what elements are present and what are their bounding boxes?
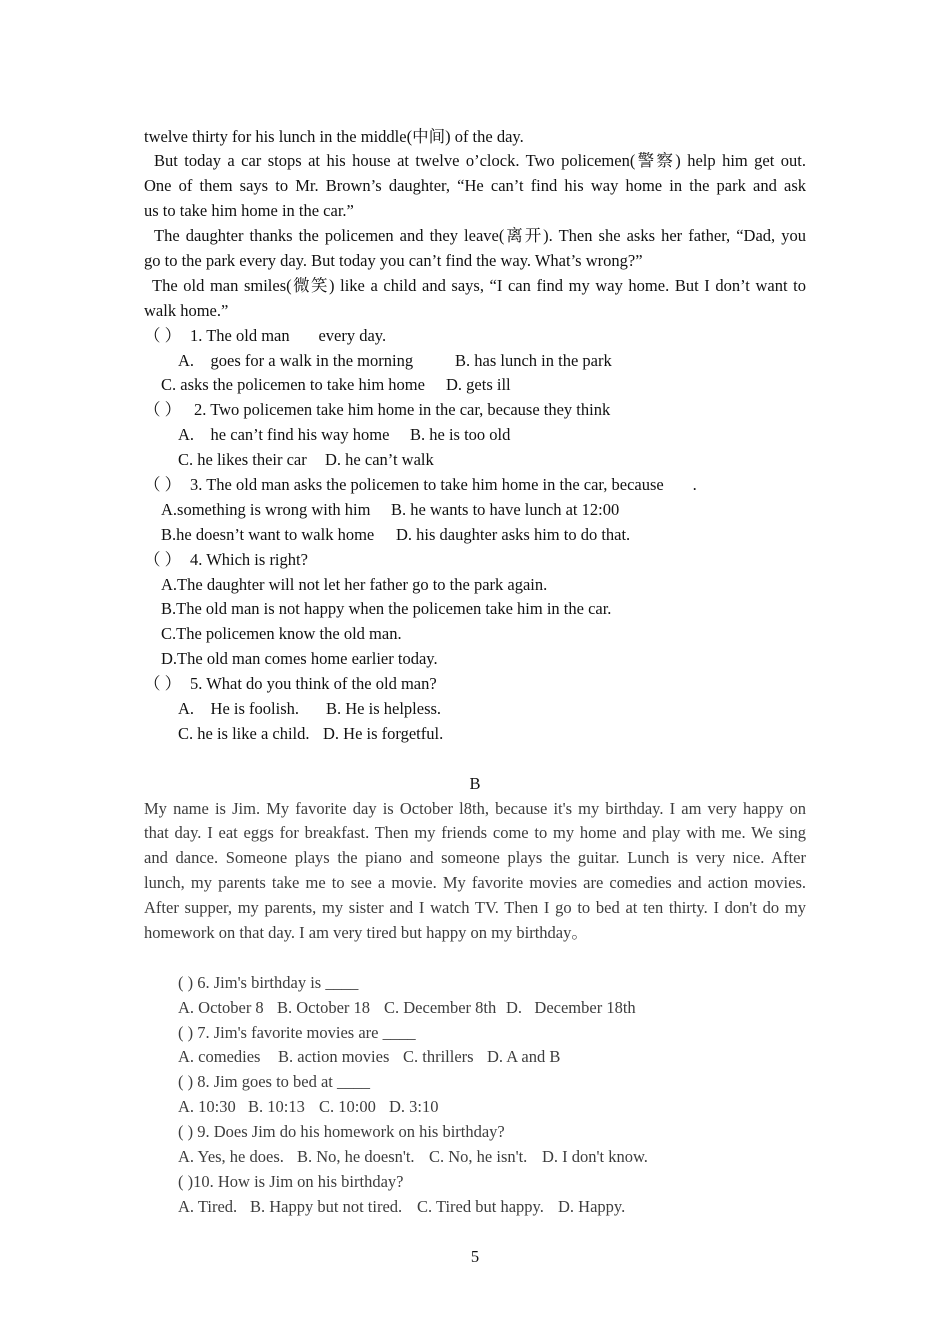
option-a: A. Yes, he does. xyxy=(178,1147,284,1167)
option-c: C. asks the policemen to take him home xyxy=(161,375,425,395)
passage-a-line: walk home.” xyxy=(144,300,229,320)
option-b: B. has lunch in the park xyxy=(455,350,612,370)
option-c: C.The policemen know the old man. xyxy=(161,624,402,644)
option-c: C. he is like a child. xyxy=(178,723,310,743)
page-number: 5 xyxy=(470,1246,480,1266)
option-b: B. He is helpless. xyxy=(326,698,442,718)
passage-b-line: After supper, my parents, my sister and I watch TV. Then I go to bed at ten thirty. I don't do my xyxy=(144,898,806,918)
option-a: A.The daughter will not let her father go to the park again. xyxy=(161,574,548,594)
question-2-options-row xyxy=(144,448,806,473)
passage-a-line: But today a car stops at his house at twelve o’clock. Two policemen(警察) help him get out. xyxy=(154,151,806,171)
question-7-options-row xyxy=(144,1045,806,1070)
question-stem: 4. Which is right? xyxy=(190,549,308,569)
option-a: A. goes for a walk in the morning xyxy=(178,350,414,370)
question-5-options-row xyxy=(144,697,806,722)
text-column xyxy=(144,125,806,1270)
blank-line xyxy=(144,1220,806,1245)
question-7: ( ) 7. Jim's favorite movies are ____ xyxy=(178,1022,416,1042)
passage-b-line: My name is Jim. My favorite day is October l8th, because it's my birthday. I am very happy on xyxy=(144,798,806,818)
question-4 xyxy=(144,548,806,573)
option-c: C. he likes their car xyxy=(178,450,307,470)
option-b: B. he wants to have lunch at 12:00 xyxy=(391,499,620,519)
option-b: B.The old man is not happy when the policemen take him in the car. xyxy=(161,599,612,619)
passage-b-line: homework on that day. I am very tired but happy on my birthday。 xyxy=(144,923,588,942)
passage-b-line: and dance. Someone plays the piano and someone plays the guitar. Lunch is very nice. After xyxy=(144,848,806,868)
option-b: B. action movies xyxy=(278,1047,390,1067)
question-stem: 1. The old man every day. xyxy=(190,325,387,345)
question-1-options-row xyxy=(144,349,806,374)
option-c: C. 10:00 xyxy=(319,1097,376,1117)
option-b: B. 10:13 xyxy=(248,1097,305,1117)
option-d: D. December 18th xyxy=(506,997,636,1017)
passage-a-line: One of them says to Mr. Brown’s daughter, “He can’t find his way home in the park and ask xyxy=(144,176,806,196)
question-1 xyxy=(144,324,806,349)
option-a: A. comedies xyxy=(178,1047,261,1067)
answer-parentheses: （ ） xyxy=(144,549,182,569)
question-8: ( ) 8. Jim goes to bed at ____ xyxy=(178,1072,371,1092)
option-c: C. Tired but happy. xyxy=(417,1196,544,1216)
option-a: A. Tired. xyxy=(178,1196,238,1216)
option-d: D. Happy. xyxy=(558,1196,626,1216)
option-d: D. his daughter asks him to do that. xyxy=(396,524,631,544)
question-3-options-row xyxy=(144,523,806,548)
option-d: D. He is forgetful. xyxy=(323,723,444,743)
option-d: D. gets ill xyxy=(446,375,511,395)
answer-parentheses: （ ） xyxy=(144,474,182,494)
answer-parentheses: （ ） xyxy=(144,674,182,694)
passage-b-line: that day. I eat eggs for breakfast. Then my friends come to my home and play with me. We sing xyxy=(144,823,806,843)
answer-parentheses: （ ） xyxy=(144,325,182,345)
question-2 xyxy=(144,398,806,423)
option-d: D. 3:10 xyxy=(389,1097,439,1117)
option-a: A. October 8 xyxy=(178,997,264,1017)
answer-parentheses: （ ） xyxy=(144,400,182,420)
option-b: B. he is too old xyxy=(410,425,511,445)
question-3 xyxy=(144,473,806,498)
option-d: D. I don't know. xyxy=(542,1147,648,1167)
question-5 xyxy=(144,672,806,697)
question-stem: 3. The old man asks the policemen to take him home in the car, because . xyxy=(190,474,697,494)
option-a: A. He is foolish. xyxy=(178,698,299,718)
option-a: A. he can’t find his way home xyxy=(178,425,390,445)
option-d: D. A and B xyxy=(487,1047,561,1067)
passage-a-line: The old man smiles(微笑) like a child and says, “I can find my way home. But I don’t want to xyxy=(152,275,806,295)
question-6: ( ) 6. Jim's birthday is ____ xyxy=(178,972,359,992)
question-3-options-row xyxy=(144,498,806,523)
question-10: ( )10. How is Jim on his birthday? xyxy=(178,1171,404,1191)
question-stem: 5. What do you think of the old man? xyxy=(190,674,437,694)
option-a: A.something is wrong with him xyxy=(161,499,371,519)
option-c: C. December 8th xyxy=(384,997,497,1017)
section-heading: B xyxy=(469,773,481,793)
question-9: ( ) 9. Does Jim do his homework on his birthday? xyxy=(178,1122,505,1142)
option-d: D. he can’t walk xyxy=(325,450,434,470)
question-9-options-row xyxy=(144,1145,806,1170)
question-2-options-row xyxy=(144,423,806,448)
option-b: B. October 18 xyxy=(277,997,371,1017)
option-c: C. No, he isn't. xyxy=(429,1147,528,1167)
question-stem: 2. Two policemen take him home in the car, because they think xyxy=(194,400,611,420)
option-b: B. Happy but not tired. xyxy=(250,1196,403,1216)
blank-line xyxy=(144,747,806,772)
question-10-options-row xyxy=(144,1195,806,1220)
option-a: A. 10:30 xyxy=(178,1097,236,1117)
question-5-options-row xyxy=(144,722,806,747)
passage-b-line: lunch, my parents take me to see a movie. My favorite movies are comedies and action movies. xyxy=(144,873,806,893)
question-6-options-row xyxy=(144,996,806,1021)
question-1-options-row xyxy=(144,373,806,398)
option-c: C. thrillers xyxy=(403,1047,474,1067)
passage-a-line: go to the park every day. But today you can’t find the way. What’s wrong?” xyxy=(144,250,643,270)
passage-a-line: The daughter thanks the policemen and they leave(离开). Then she asks her father, “Dad, you xyxy=(154,226,806,246)
passage-a-line: us to take him home in the car.” xyxy=(144,201,354,221)
option-b: B. No, he doesn't. xyxy=(297,1147,415,1167)
question-8-options-row xyxy=(144,1095,806,1120)
passage-a-line: twelve thirty for his lunch in the middle(中间) of the day. xyxy=(144,126,524,146)
option-c: B.he doesn’t want to walk home xyxy=(161,524,375,544)
option-d: D.The old man comes home earlier today. xyxy=(161,649,438,669)
blank-line xyxy=(144,946,806,971)
